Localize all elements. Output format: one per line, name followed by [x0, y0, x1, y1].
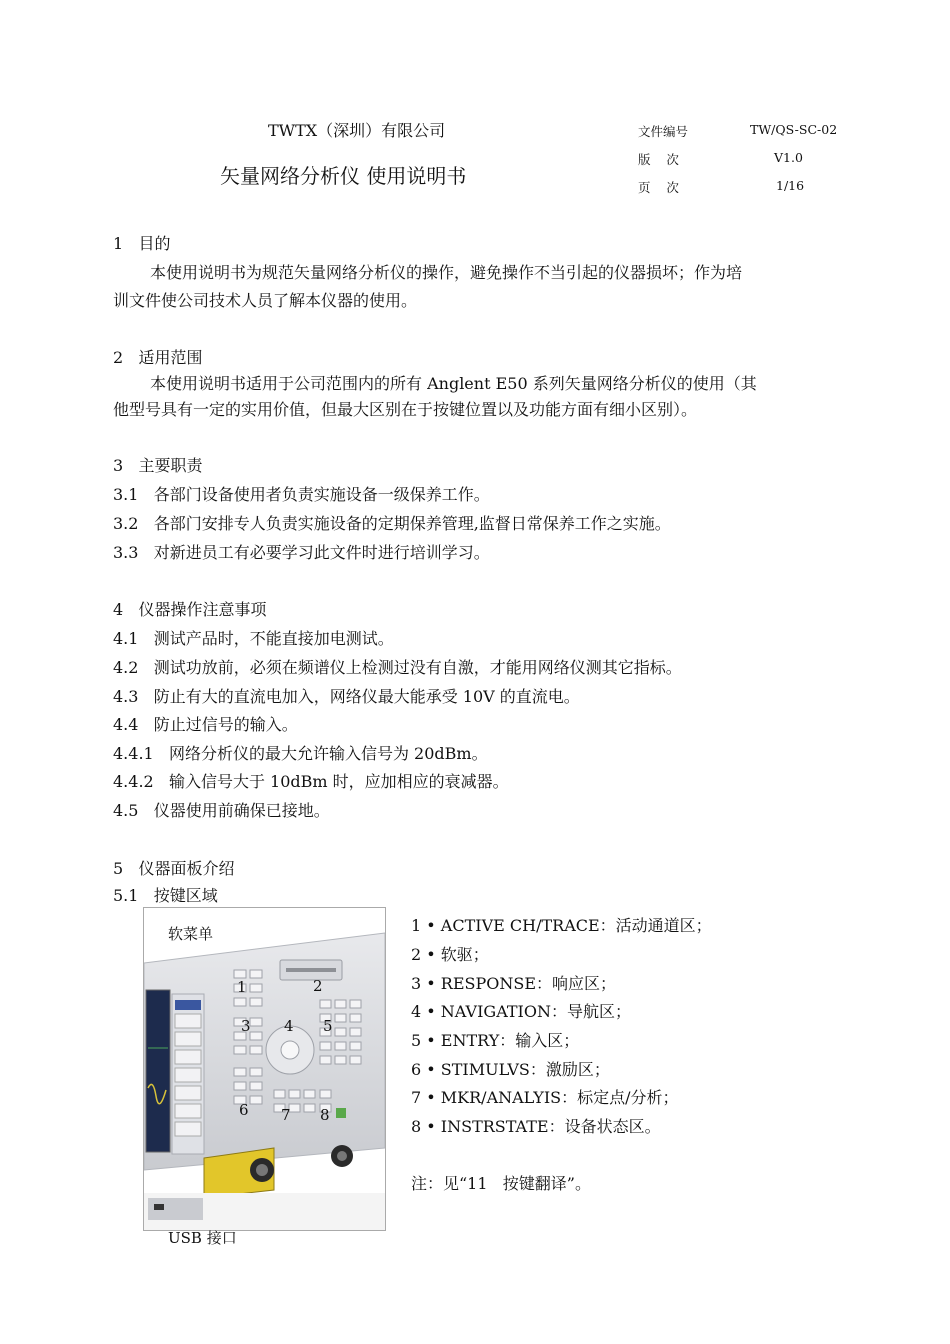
panel-legend-item: 7 • MKR/ANALYIS：标定点/分析； — [411, 1088, 679, 1107]
section-4-item: 4.3 防止有大的直流电加入，网络仪最大能承受 10V 的直流电。 — [113, 687, 580, 706]
panel-legend-item: 3 • RESPONSE：响应区； — [411, 974, 617, 993]
panel-number-label: 1 — [237, 978, 247, 996]
section-1-heading: 1 目的 — [113, 234, 171, 253]
panel-legend-item: 6 • STIMULVS：激励区； — [411, 1060, 610, 1079]
meta-value-version: V1.0 — [774, 150, 803, 165]
section-3-item: 3.3 对新进员工有必要学习此文件时进行培训学习。 — [113, 543, 490, 562]
section-4-item: 4.5 仪器使用前确保已接地。 — [113, 801, 330, 820]
panel-number-label: 2 — [313, 977, 323, 995]
section-2-text-line-2: 他型号具有一定的实用价值，但最大区别在于按键位置以及功能方面有细小区别）。 — [113, 400, 698, 419]
section-4-item: 4.4 防止过信号的输入。 — [113, 715, 298, 734]
instrument-front-panel-photo — [143, 907, 386, 1231]
section-3-item: 3.2 各部门安排专人负责实施设备的定期保养管理,监督日常保养工作之实施。 — [113, 514, 671, 533]
section-2-text-line-1: 本使用说明书适用于公司范围内的所有 Anglent E50 系列矢量网络分析仪的使用（其 — [150, 374, 757, 393]
company-name: TWTX（深圳）有限公司 — [268, 121, 446, 140]
panel-number-label: 4 — [284, 1017, 294, 1035]
usb-port-caption: USB 接口 — [168, 1229, 237, 1247]
panel-legend-item: 4 • NAVIGATION：导航区； — [411, 1002, 631, 1021]
meta-label-doc-number: 文件编号 — [638, 124, 689, 139]
section-1-text-line-1: 本使用说明书为规范矢量网络分析仪的操作，避免操作不当引起的仪器损坏；作为培 — [150, 263, 743, 282]
panel-number-label: 3 — [241, 1017, 251, 1035]
section-4-item: 4.4.1 网络分析仪的最大允许输入信号为 20dBm。 — [113, 744, 488, 763]
panel-legend-item: 2 • 软驱； — [411, 945, 489, 964]
panel-number-label: 7 — [281, 1106, 291, 1124]
section-4-item: 4.4.2 输入信号大于 10dBm 时，应加相应的衰减器。 — [113, 772, 509, 791]
section-2-heading: 2 适用范围 — [113, 348, 203, 367]
section-5-1-heading: 5.1 按键区域 — [113, 886, 218, 905]
section-1-text-line-2: 训文件使公司技术人员了解本仪器的使用。 — [113, 291, 418, 310]
front-panel-illustration — [144, 908, 385, 1230]
section-4-heading: 4 仪器操作注意事项 — [113, 600, 267, 619]
section-4-item: 4.2 测试功放前，必须在频谱仪上检测过没有自激，才能用网络仪测其它指标。 — [113, 658, 682, 677]
soft-menu-caption: 软菜单 — [168, 925, 214, 943]
panel-number-label: 6 — [239, 1101, 249, 1119]
section-3-heading: 3 主要职责 — [113, 456, 203, 475]
meta-value-doc-number: TW/QS-SC-02 — [750, 122, 838, 137]
document-title: 矢量网络分析仪 使用说明书 — [220, 164, 467, 188]
panel-note: 注：见“11 按键翻译”。 — [411, 1174, 591, 1193]
meta-label-page: 页 次 — [638, 180, 679, 195]
panel-legend-item: 5 • ENTRY：输入区； — [411, 1031, 580, 1050]
meta-label-version: 版 次 — [638, 152, 679, 167]
section-3-item: 3.1 各部门设备使用者负责实施设备一级保养工作。 — [113, 485, 490, 504]
panel-number-label: 5 — [323, 1017, 333, 1035]
panel-number-label: 8 — [320, 1106, 330, 1124]
section-4-item: 4.1 测试产品时，不能直接加电测试。 — [113, 629, 394, 648]
section-5-heading: 5 仪器面板介绍 — [113, 859, 235, 878]
panel-legend-item: 8 • INSTRSTATE：设备状态区。 — [411, 1117, 661, 1136]
meta-value-page: 1/16 — [776, 178, 805, 193]
panel-legend-item: 1 • ACTIVE CH/TRACE：活动通道区； — [411, 916, 712, 935]
